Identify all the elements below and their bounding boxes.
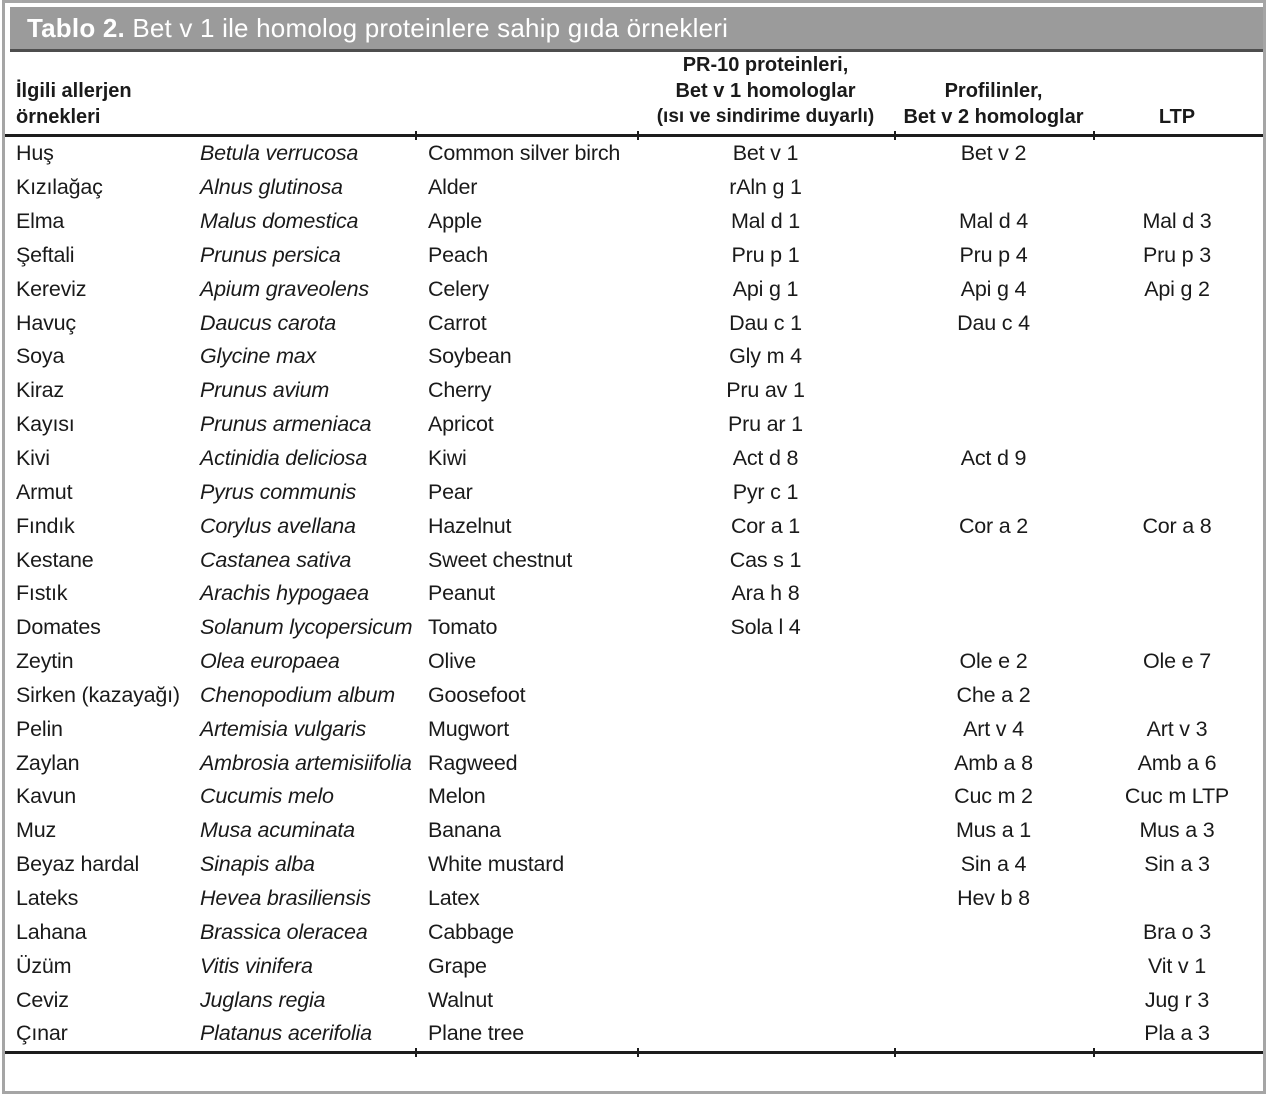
cell-pr10-code: Cas s 1 xyxy=(729,547,802,572)
cell-allergen-turkish: Elma xyxy=(16,209,65,234)
column-header-line: PR-10 proteinleri, xyxy=(682,54,849,76)
table-row xyxy=(5,848,1263,882)
cell-allergen-turkish: Kayısı xyxy=(16,412,75,437)
cell-allergen-turkish: Ceviz xyxy=(16,987,69,1012)
cell-allergen-turkish: Zeytin xyxy=(16,649,74,674)
table-row xyxy=(5,205,1263,239)
table-row xyxy=(5,645,1263,679)
cell-english-name: Sweet chestnut xyxy=(428,547,573,572)
cell-latin-name: Hevea brasiliensis xyxy=(200,885,371,910)
cell-latin-name: Daucus carota xyxy=(200,310,337,335)
cell-latin-name: Arachis hypogaea xyxy=(200,581,369,606)
cell-allergen-turkish: Armut xyxy=(16,479,73,504)
cell-allergen-turkish: Pelin xyxy=(16,716,63,741)
cell-pr10-code: Ara h 8 xyxy=(731,581,800,606)
cell-ltp-code: Sin a 3 xyxy=(1144,852,1210,877)
cell-pr10-code: Pyr c 1 xyxy=(732,479,799,504)
table-row xyxy=(5,949,1263,983)
cell-latin-name: Vitis vinifera xyxy=(200,953,313,978)
cell-ltp-code: Art v 3 xyxy=(1146,716,1208,741)
cell-latin-name: Prunus armeniaca xyxy=(200,412,372,437)
cell-english-name: Kiwi xyxy=(428,446,467,471)
cell-ltp-code: Cor a 8 xyxy=(1142,513,1212,538)
column-header-ltp: LTP xyxy=(1158,106,1196,128)
cell-allergen-turkish: Soya xyxy=(16,344,65,369)
cell-english-name: Ragweed xyxy=(428,750,518,775)
cell-latin-name: Juglans regia xyxy=(200,987,326,1012)
cell-latin-name: Sinapis alba xyxy=(200,852,315,877)
cell-pr10-code: Api g 1 xyxy=(732,276,799,301)
table-row xyxy=(5,171,1263,205)
cell-ltp-code: Pla a 3 xyxy=(1144,1021,1210,1046)
cell-ltp-code: Mus a 3 xyxy=(1139,818,1215,843)
cell-allergen-turkish: Fındık xyxy=(16,513,75,538)
cell-english-name: Apple xyxy=(428,209,482,234)
cell-ltp-code: Jug r 3 xyxy=(1144,987,1210,1012)
table-row xyxy=(5,611,1263,645)
column-divider-tick xyxy=(894,131,896,140)
cell-english-name: Hazelnut xyxy=(428,513,512,538)
table-number: Tablo 2. xyxy=(27,12,125,43)
cell-latin-name: Cucumis melo xyxy=(200,784,334,809)
column-divider-tick xyxy=(415,131,417,140)
cell-english-name: Plane tree xyxy=(428,1021,525,1046)
cell-english-name: Tomato xyxy=(428,615,498,640)
cell-profilin-code: Dau c 4 xyxy=(957,310,1030,335)
column-divider-tick xyxy=(1093,131,1095,140)
table-row xyxy=(5,306,1263,340)
cell-ltp-code: Vit v 1 xyxy=(1148,953,1206,978)
cell-allergen-turkish: Beyaz hardal xyxy=(16,852,140,877)
cell-profilin-code: Amb a 8 xyxy=(954,750,1033,775)
cell-allergen-turkish: Şeftali xyxy=(16,242,75,267)
cell-english-name: Peanut xyxy=(428,581,495,606)
cell-english-name: Celery xyxy=(428,276,489,301)
cell-profilin-code: Ole e 2 xyxy=(959,649,1028,674)
cell-latin-name: Malus domestica xyxy=(200,209,359,234)
cell-english-name: Latex xyxy=(428,885,480,910)
cell-pr10-code: Pru p 1 xyxy=(731,242,800,267)
column-divider-tick xyxy=(637,1048,639,1057)
cell-latin-name: Olea europaea xyxy=(200,649,340,674)
cell-ltp-code: Amb a 6 xyxy=(1137,750,1217,775)
table-row xyxy=(5,137,1263,171)
cell-english-name: Mugwort xyxy=(428,716,510,741)
table-row xyxy=(5,780,1263,814)
cell-allergen-turkish: Huş xyxy=(16,141,54,166)
cell-latin-name: Solanum lycopersicum xyxy=(200,615,413,640)
column-header-row xyxy=(5,52,1263,134)
cell-latin-name: Prunus avium xyxy=(200,378,330,403)
cell-latin-name: Artemisia vulgaris xyxy=(200,716,367,741)
cell-pr10-code: Act d 8 xyxy=(732,446,799,471)
table-row xyxy=(5,679,1263,713)
cell-english-name: Banana xyxy=(428,818,501,843)
table-row xyxy=(5,374,1263,408)
cell-english-name: Carrot xyxy=(428,310,487,335)
cell-english-name: Goosefoot xyxy=(428,682,526,707)
column-header-line: (ısı ve sindirime duyarlı) xyxy=(656,106,875,127)
cell-allergen-turkish: Havuç xyxy=(16,310,76,335)
cell-ltp-code: Api g 2 xyxy=(1144,276,1210,301)
column-header-profilin xyxy=(894,78,1093,130)
cell-english-name: Cherry xyxy=(428,378,492,403)
column-divider-tick xyxy=(1093,1048,1095,1057)
cell-pr10-code: Cor a 1 xyxy=(730,513,801,538)
cell-english-name: Pear xyxy=(428,479,473,504)
table-row xyxy=(5,475,1263,509)
cell-latin-name: Brassica oleracea xyxy=(200,919,368,944)
cell-english-name: Melon xyxy=(428,784,486,809)
table-row xyxy=(5,509,1263,543)
table-row xyxy=(5,1017,1263,1051)
cell-ltp-code: Mal d 3 xyxy=(1142,209,1212,234)
cell-pr10-code: Pru av 1 xyxy=(726,378,805,403)
table-row xyxy=(5,814,1263,848)
cell-latin-name: Castanea sativa xyxy=(200,547,352,572)
cell-latin-name: Chenopodium album xyxy=(200,682,396,707)
table-row xyxy=(5,746,1263,780)
column-header-line: örnekleri xyxy=(16,106,101,128)
cell-latin-name: Apium graveolens xyxy=(200,276,369,301)
cell-english-name: Grape xyxy=(428,953,487,978)
cell-ltp-code: Ole e 7 xyxy=(1143,649,1211,674)
cell-latin-name: Alnus glutinosa xyxy=(200,175,343,200)
cell-latin-name: Corylus avellana xyxy=(200,513,356,538)
cell-profilin-code: Sin a 4 xyxy=(960,852,1027,877)
cell-allergen-turkish: Domates xyxy=(16,615,101,640)
cell-pr10-code: Bet v 1 xyxy=(732,141,799,166)
cell-allergen-turkish: Kızılağaç xyxy=(16,175,103,200)
cell-latin-name: Betula verrucosa xyxy=(200,141,359,166)
cell-latin-name: Actinidia deliciosa xyxy=(200,446,368,471)
cell-english-name: Common silver birch xyxy=(428,141,621,166)
cell-english-name: White mustard xyxy=(428,852,564,877)
cell-pr10-code: Mal d 1 xyxy=(730,209,801,234)
cell-profilin-code: Bet v 2 xyxy=(960,141,1027,166)
cell-pr10-code: Sola l 4 xyxy=(730,615,801,640)
column-divider-tick xyxy=(894,1048,896,1057)
cell-pr10-code: Gly m 4 xyxy=(729,344,802,369)
column-header-pr10 xyxy=(637,52,894,130)
cell-latin-name: Platanus acerifolia xyxy=(200,1021,372,1046)
cell-english-name: Apricot xyxy=(428,412,494,437)
cell-allergen-turkish: Lateks xyxy=(16,885,79,910)
column-header-line: Profilinler, xyxy=(944,80,1043,102)
table-row xyxy=(5,408,1263,442)
cell-allergen-turkish: Lahana xyxy=(16,919,87,944)
cell-english-name: Walnut xyxy=(428,987,493,1012)
table-row xyxy=(5,712,1263,746)
table-row xyxy=(5,239,1263,273)
header-bottom-rule xyxy=(5,134,1263,137)
cell-ltp-code: Cuc m LTP xyxy=(1124,784,1230,809)
cell-profilin-code: Api g 4 xyxy=(960,276,1027,301)
cell-english-name: Olive xyxy=(428,649,476,674)
cell-profilin-code: Act d 9 xyxy=(960,446,1027,471)
cell-pr10-code: Dau c 1 xyxy=(729,310,802,335)
cell-allergen-turkish: Kiraz xyxy=(16,378,64,403)
table-row xyxy=(5,915,1263,949)
cell-allergen-turkish: Kestane xyxy=(16,547,94,572)
column-header-line: Bet v 1 homologlar xyxy=(675,80,856,102)
cell-ltp-code: Pru p 3 xyxy=(1143,242,1211,267)
cell-pr10-code: rAln g 1 xyxy=(729,175,802,200)
table-frame xyxy=(2,0,1266,1094)
column-divider-tick xyxy=(637,131,639,140)
column-header-line: İlgili allerjen xyxy=(16,80,132,102)
cell-english-name: Cabbage xyxy=(428,919,514,944)
cell-profilin-code: Cuc m 2 xyxy=(954,784,1033,809)
table-row xyxy=(5,882,1263,916)
cell-profilin-code: Mus a 1 xyxy=(955,818,1032,843)
cell-pr10-code: Pru ar 1 xyxy=(728,412,803,437)
column-header-allergen xyxy=(5,78,415,130)
cell-profilin-code: Hev b 8 xyxy=(957,885,1030,910)
cell-profilin-code: Pru p 4 xyxy=(959,242,1028,267)
cell-allergen-turkish: Çınar xyxy=(16,1021,68,1046)
table-title: Bet v 1 ile homolog proteinlere sahip gıda örnekleri xyxy=(124,12,729,43)
cell-latin-name: Ambrosia artemisiifolia xyxy=(200,750,412,775)
cell-english-name: Peach xyxy=(428,242,488,267)
table-row xyxy=(5,272,1263,306)
table-row xyxy=(5,442,1263,476)
cell-latin-name: Glycine max xyxy=(200,344,317,369)
column-divider-tick xyxy=(415,1048,417,1057)
cell-ltp-code: Bra o 3 xyxy=(1143,919,1211,944)
table-bottom-rule xyxy=(5,1051,1263,1054)
cell-allergen-turkish: Kavun xyxy=(16,784,76,809)
cell-profilin-code: Mal d 4 xyxy=(958,209,1029,234)
cell-allergen-turkish: Üzüm xyxy=(16,953,72,978)
cell-profilin-code: Che a 2 xyxy=(956,682,1031,707)
table-row xyxy=(5,577,1263,611)
cell-latin-name: Pyrus communis xyxy=(200,479,357,504)
cell-allergen-turkish: Sirken (kazayağı) xyxy=(16,682,180,707)
cell-latin-name: Musa acuminata xyxy=(200,818,355,843)
cell-english-name: Alder xyxy=(428,175,478,200)
cell-allergen-turkish: Fıstık xyxy=(16,581,68,606)
table-row xyxy=(5,340,1263,374)
cell-allergen-turkish: Zaylan xyxy=(16,750,80,775)
cell-allergen-turkish: Muz xyxy=(16,818,57,843)
cell-profilin-code: Art v 4 xyxy=(963,716,1024,741)
cell-latin-name: Prunus persica xyxy=(200,242,341,267)
column-header-line: Bet v 2 homologlar xyxy=(903,106,1084,128)
cell-allergen-turkish: Kivi xyxy=(16,446,50,471)
table-title-bar xyxy=(10,7,1263,52)
cell-profilin-code: Cor a 2 xyxy=(958,513,1029,538)
table-row xyxy=(5,543,1263,577)
table-row xyxy=(5,983,1263,1017)
cell-english-name: Soybean xyxy=(428,344,512,369)
table-body xyxy=(5,137,1263,1051)
cell-allergen-turkish: Kereviz xyxy=(16,276,87,301)
